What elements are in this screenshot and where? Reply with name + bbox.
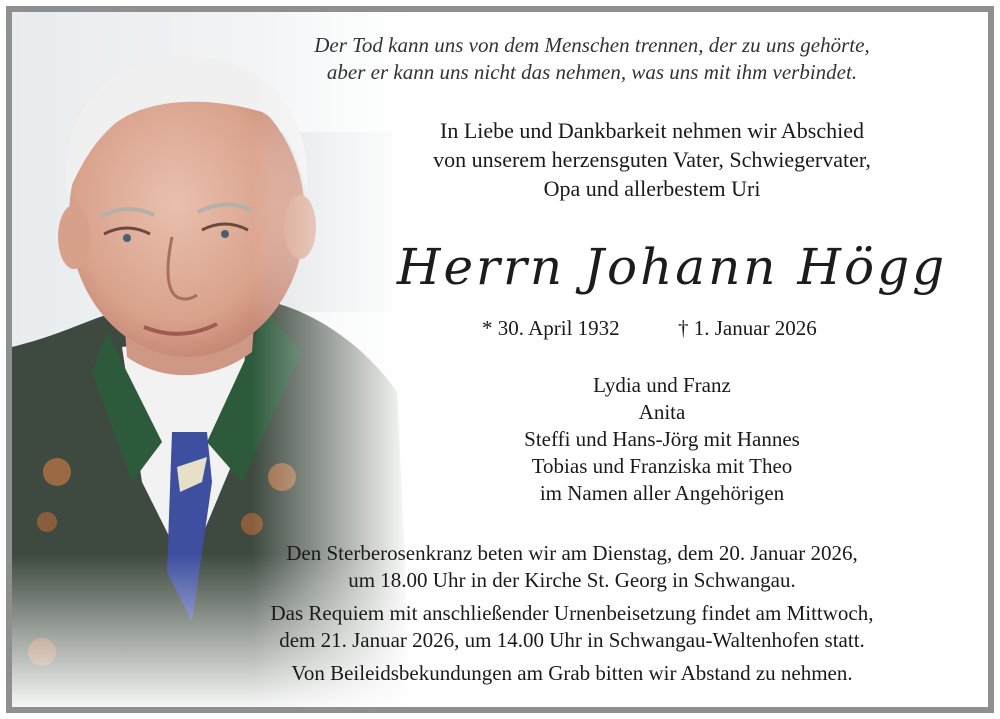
quote-line-2: aber er kann uns nicht das nehmen, was uns mit ihm verbindet. xyxy=(326,60,858,84)
notice-line: Von Beileidsbekundungen am Grab bitten wir Abstand zu nehmen. xyxy=(291,661,853,685)
mourner-line: Steffi und Hans-Jörg mit Hannes xyxy=(524,427,800,451)
notice-line: dem 21. Januar 2026, um 14.00 Uhr in Schwangau-Waltenhofen statt. xyxy=(279,628,865,652)
notice-line: Den Sterberosenkranz beten wir am Dienstag, dem 20. Januar 2026, xyxy=(286,541,858,565)
notice-line: um 18.00 Uhr in der Kirche St. Georg in Schwangau. xyxy=(348,568,796,592)
mourner-line: im Namen aller Angehörigen xyxy=(539,481,785,505)
mourner-line: Tobias und Franziska mit Theo xyxy=(531,454,793,478)
text-layer xyxy=(12,12,994,707)
mourner-line: Lydia und Franz xyxy=(593,373,731,397)
quote-line-1: Der Tod kann uns von dem Menschen trennen, der zu uns gehörte, xyxy=(314,33,870,57)
death-date: † 1. Januar 2026 xyxy=(678,316,817,340)
deceased-name: Herrn Johann Högg xyxy=(396,238,948,296)
birth-date: * 30. April 1932 xyxy=(482,316,620,340)
intro-line-1: In Liebe und Dankbarkeit nehmen wir Abschied xyxy=(440,118,864,143)
obituary-frame xyxy=(6,6,994,713)
intro-line-2: von unserem herzensguten Vater, Schwiegervater, xyxy=(433,147,871,172)
intro-line-3: Opa und allerbestem Uri xyxy=(543,176,761,201)
mourner-line: Anita xyxy=(638,400,686,424)
notice-line: Das Requiem mit anschließender Urnenbeisetzung findet am Mittwoch, xyxy=(270,601,874,625)
